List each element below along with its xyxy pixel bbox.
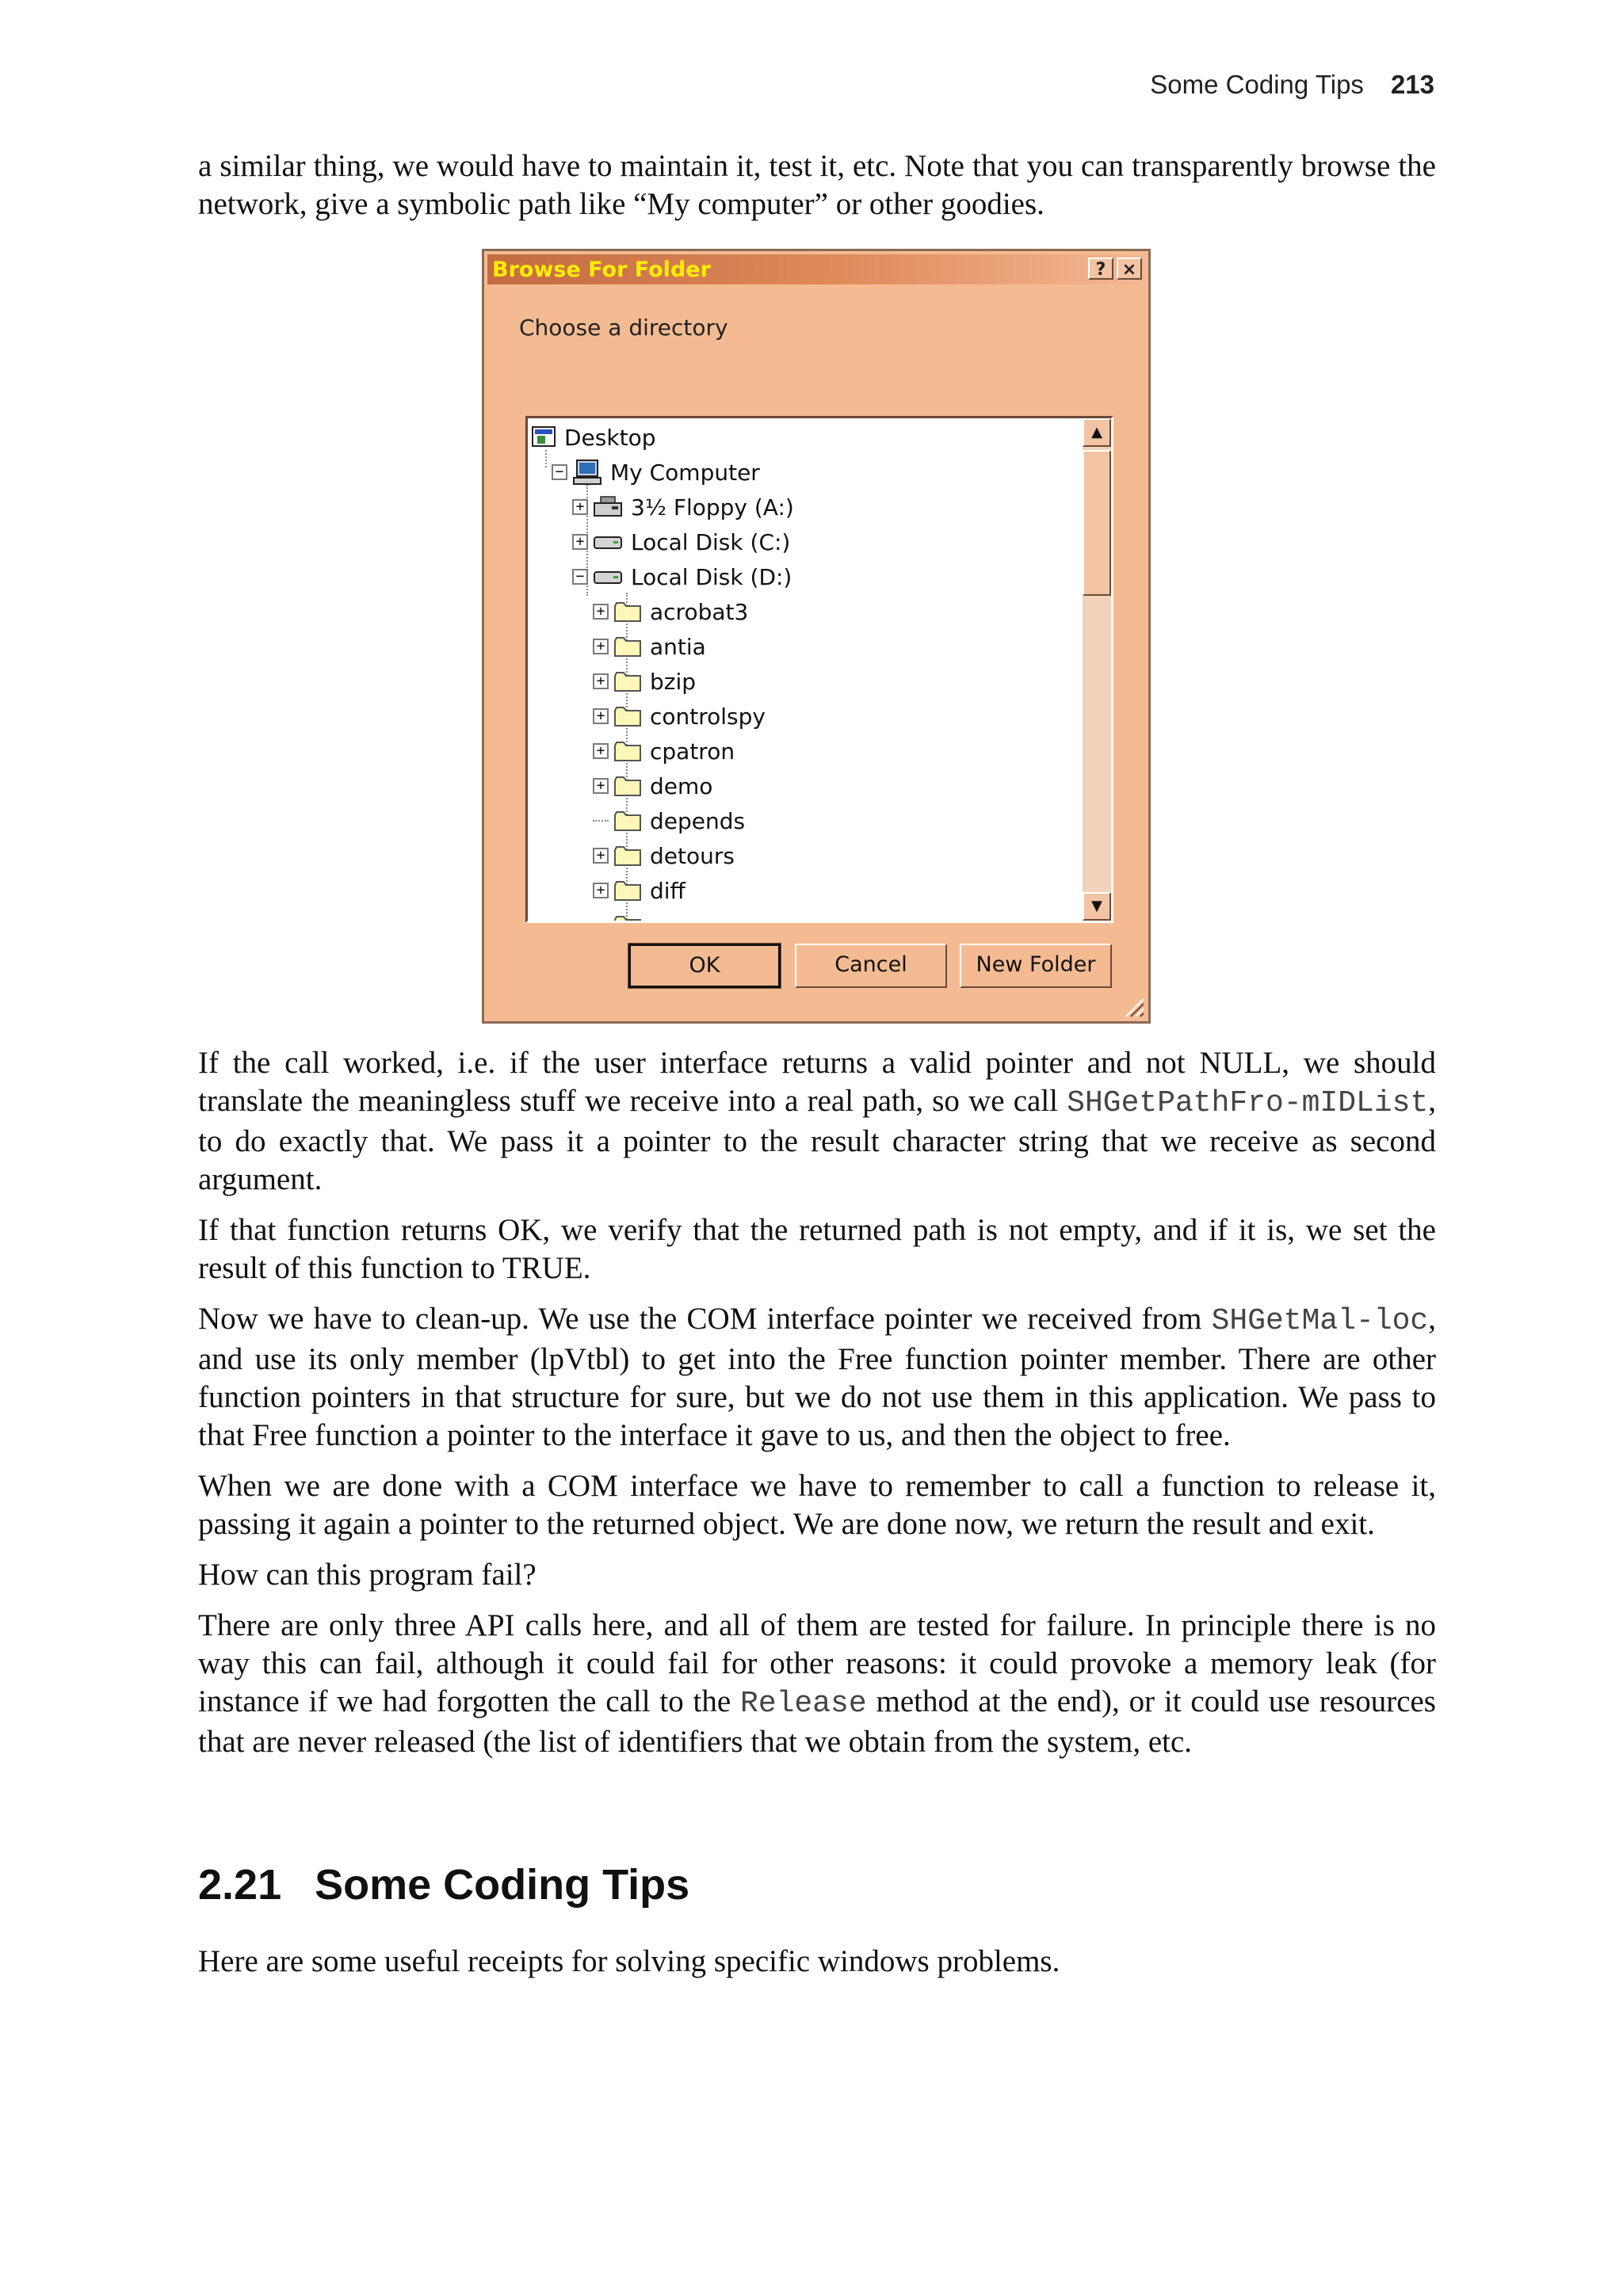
- drive-icon: [593, 567, 624, 586]
- tree-item[interactable]: [593, 734, 735, 769]
- tree-item-label: depends: [650, 807, 746, 834]
- tree-item-label: cpatron: [650, 738, 735, 765]
- tree-item-label: 3½ Floppy (A:): [631, 494, 794, 521]
- paragraph-3-text-a: Now we have to clean-up. We use the COM interface pointer we received from: [198, 1302, 1212, 1336]
- paragraph-3-text-b: , and use its only member (lpVtbl) to get into the Free function pointer member. There are other function pointers in that structure for sure, but we do not use them in this application. We pass to that Free function a pointer to the interface it gave to us, and then the object to free.: [198, 1302, 1436, 1452]
- paragraph-1-text-a: If the call worked, i.e. if the user interface returns a valid pointer and not NULL, we should translate the meaningless stuff we receive into a real path, so we call: [198, 1046, 1436, 1118]
- folder-icon: [613, 669, 643, 693]
- page-number: 213: [1390, 70, 1434, 99]
- drive-icon: [593, 532, 624, 551]
- paragraph-3: [198, 1300, 1436, 1455]
- tree-item-label: My Computer: [610, 459, 760, 486]
- tree-item-label: controlspy: [650, 703, 766, 730]
- tree-scrollbar[interactable]: [1083, 418, 1111, 921]
- expand-icon[interactable]: +: [593, 673, 609, 689]
- paragraph-1: [198, 1044, 1436, 1199]
- intro-paragraph-block: [198, 147, 1436, 223]
- computer-icon: [572, 459, 604, 486]
- section-heading: [198, 1860, 689, 1909]
- paragraph-1-text-b: , to do exactly that. We pass it a pointer to the result character string that we receive as second argument.: [198, 1084, 1436, 1196]
- tree-item[interactable]: [593, 908, 650, 923]
- folder-icon: [613, 774, 643, 798]
- dialog-prompt: Choose a directory: [519, 315, 728, 341]
- tree-item[interactable]: [552, 455, 760, 490]
- section-body: Here are some useful receipts for solving specific windows problems.: [198, 1944, 1060, 1978]
- expand-icon[interactable]: +: [572, 499, 588, 515]
- folder-icon: [613, 635, 643, 658]
- section-body-block: [198, 1943, 1436, 1981]
- resize-grip-icon[interactable]: [1121, 994, 1145, 1018]
- folder-icon: [613, 913, 643, 923]
- dialog-title: Browse For Folder: [492, 257, 711, 282]
- tree-item[interactable]: [593, 594, 748, 629]
- ok-button[interactable]: OK: [628, 944, 781, 988]
- scroll-up-button[interactable]: ▲: [1083, 418, 1111, 447]
- folder-icon: [613, 704, 643, 728]
- folder-icon: [613, 879, 643, 902]
- cancel-button[interactable]: Cancel: [795, 944, 947, 988]
- tree-item[interactable]: [593, 699, 766, 734]
- paragraph-6-text-b: method at the end), or it could use resources that are never released (the list of identifiers that we obtain from the system, etc.: [198, 1684, 1436, 1759]
- collapse-icon[interactable]: −: [572, 569, 588, 585]
- close-button[interactable]: ×: [1117, 257, 1142, 280]
- tree-item-label: detours: [650, 842, 735, 869]
- tree-item[interactable]: [531, 420, 655, 455]
- section-title: Some Coding Tips: [315, 1861, 690, 1909]
- expand-icon[interactable]: +: [593, 708, 609, 724]
- expand-icon[interactable]: +: [593, 604, 609, 620]
- tree-item[interactable]: [572, 559, 792, 594]
- code-release: Release: [740, 1687, 867, 1721]
- tree-item-label: diff: [650, 877, 685, 904]
- running-head: [1150, 70, 1434, 100]
- body-text: [198, 1044, 1436, 1761]
- tree-item-label: demo: [650, 772, 713, 799]
- expand-icon[interactable]: +: [593, 743, 609, 759]
- tree-item-label: Local Disk (D:): [631, 563, 792, 590]
- scroll-down-button[interactable]: ▼: [1083, 892, 1111, 921]
- tree-item-label: bzip: [650, 668, 697, 695]
- tree-item[interactable]: [572, 490, 794, 524]
- folder-icon: [613, 844, 643, 868]
- expand-icon[interactable]: +: [572, 534, 588, 550]
- tree-item[interactable]: [572, 524, 790, 559]
- tree-item[interactable]: [593, 629, 706, 664]
- tree-connector: [593, 820, 609, 822]
- paragraph-4: When we are done with a COM interface we have to remember to call a function to release it, passing it again a pointer to the returned object. We are done now, we return the result and exit.: [198, 1469, 1436, 1541]
- tree-item[interactable]: [593, 769, 712, 803]
- folder-tree-list: [528, 418, 1087, 923]
- paragraph-6: [198, 1607, 1436, 1761]
- tree-item[interactable]: [593, 664, 696, 699]
- expand-icon[interactable]: +: [593, 848, 609, 864]
- browse-for-folder-dialog: [482, 249, 1151, 1024]
- tree-item-label: acrobat3: [650, 598, 749, 625]
- desktop-icon: [531, 425, 558, 450]
- expand-icon[interactable]: +: [593, 883, 609, 898]
- help-button[interactable]: ?: [1088, 257, 1113, 280]
- tree-item-label: Desktop: [564, 424, 656, 451]
- paragraph-2: If that function returns OK, we verify that the returned path is not empty, and if it is, we set the result of this function to TRUE.: [198, 1213, 1436, 1285]
- floppy-icon: [593, 495, 624, 519]
- folder-icon: [613, 739, 643, 763]
- folder-icon: [613, 600, 643, 624]
- scroll-thumb[interactable]: [1083, 450, 1111, 596]
- collapse-icon[interactable]: −: [552, 464, 567, 480]
- folder-tree-view[interactable]: [525, 416, 1113, 923]
- tree-item[interactable]: [593, 803, 745, 838]
- new-folder-button[interactable]: New Folder: [960, 944, 1112, 988]
- paragraph-6-text-a: There are only three API calls here, and all of them are tested for failure. In principle there is no way this can fail, although it could fail for other reasons: it could provoke a memory leak (for instance if we had forgotten the call to the: [198, 1608, 1436, 1718]
- code-shgetmalloc: SHGetMal-loc: [1211, 1304, 1429, 1338]
- expand-icon[interactable]: +: [593, 778, 609, 794]
- section-number: 2.21: [198, 1861, 282, 1909]
- folder-icon: [613, 809, 643, 833]
- intro-paragraph: a similar thing, we would have to maintain it, test it, etc. Note that you can transparently browse the network, give a symbolic path like “My computer” or other goodies.: [198, 149, 1436, 221]
- expand-icon[interactable]: +: [593, 639, 609, 654]
- paragraph-5: How can this program fail?: [198, 1558, 537, 1592]
- code-shgetpathfromidlist: SHGetPathFro-mIDList: [1067, 1086, 1429, 1120]
- dialog-titlebar[interactable]: [487, 254, 1145, 284]
- tree-item-label: antia: [650, 633, 706, 660]
- tree-item[interactable]: [593, 873, 685, 908]
- tree-item-label: Local Disk (C:): [631, 528, 791, 555]
- running-head-title: Some Coding Tips: [1150, 70, 1364, 99]
- tree-item[interactable]: [593, 838, 735, 873]
